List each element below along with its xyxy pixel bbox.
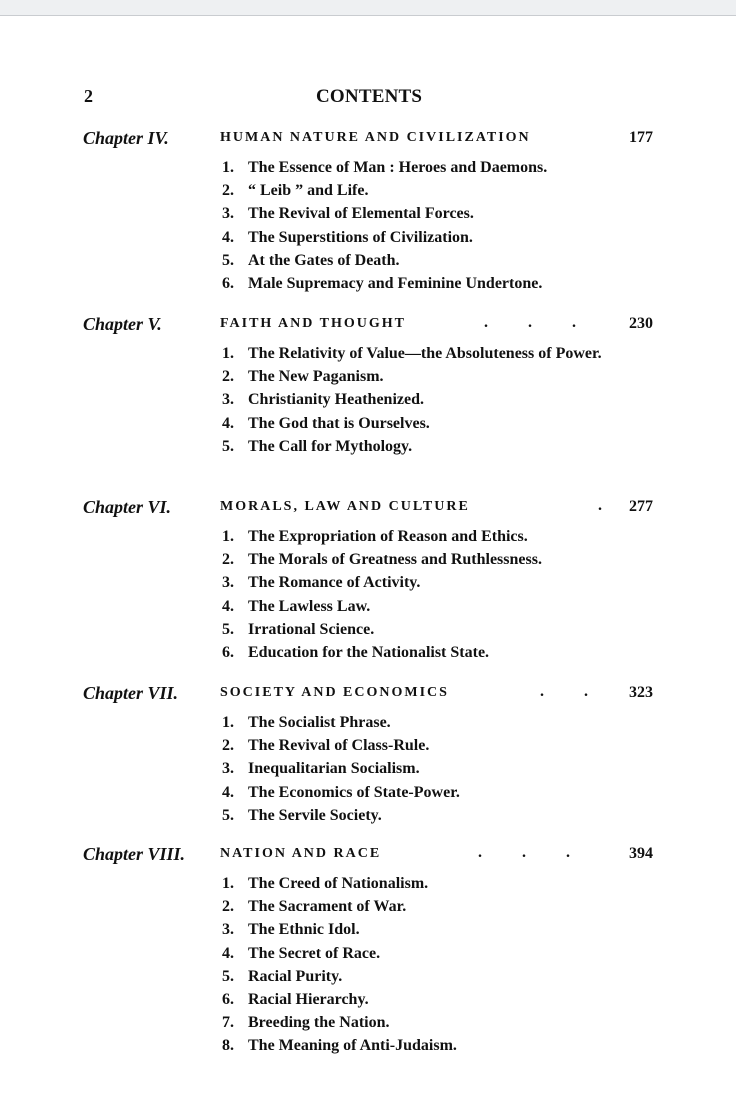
section-item: 5. Irrational Science. (222, 620, 375, 638)
dot-leader: . . . (478, 844, 570, 861)
section-item: 2. The New Paganism. (222, 368, 384, 386)
section-list (220, 525, 620, 664)
section-item: 5. The Servile Society. (222, 806, 382, 824)
chapter-page-number: 394 (629, 845, 653, 862)
chapter-page-number: 277 (629, 498, 653, 515)
section-list (220, 342, 620, 458)
section-item: 1. The Socialist Phrase. (222, 714, 391, 731)
chapter-page-number: 230 (629, 315, 653, 332)
chapter-page-number: 323 (629, 684, 653, 701)
section-item: 2. The Revival of Class-Rule. (222, 737, 430, 755)
chapter-label: Chapter VIII. (83, 844, 186, 864)
section-item: 1. The Relativity of Value—the Absoluteness of Power. (222, 345, 602, 362)
section-item: 1. The Essence of Man : Heroes and Daemons. (222, 159, 548, 176)
chapter-label: Chapter VII. (83, 683, 179, 703)
dot-leader: . . (540, 683, 588, 700)
section-item: 3. Christianity Heathenized. (222, 391, 424, 409)
section-item: 2. “ Leib ” and Life. (222, 182, 369, 200)
section-item: 1. The Expropriation of Reason and Ethics. (222, 528, 528, 545)
page-number: 2 (84, 86, 93, 106)
section-item: 5. Racial Purity. (222, 967, 343, 985)
section-list (220, 156, 620, 295)
dot-leader: . . . (484, 314, 576, 331)
dot-leader: . (598, 497, 602, 514)
chapter-title: NATION AND RACE (220, 846, 382, 861)
section-item: 5. The Call for Mythology. (222, 437, 413, 455)
section-item: 3. The Romance of Activity. (222, 574, 421, 592)
section-item: 4. The God that is Ourselves. (222, 414, 430, 432)
section-list (220, 872, 620, 1058)
section-item: 1. The Creed of Nationalism. (222, 875, 429, 892)
chapter-title: MORALS, LAW AND CULTURE (220, 499, 470, 514)
section-item: 4. The Lawless Law. (222, 597, 371, 615)
section-item: 6. Male Supremacy and Feminine Undertone. (222, 275, 543, 293)
section-item: 7. Breeding the Nation. (222, 1014, 390, 1032)
section-item: 6. Education for the Nationalist State. (222, 644, 490, 662)
section-item: 2. The Morals of Greatness and Ruthlessness. (222, 551, 542, 569)
chapter-page-number: 177 (629, 129, 653, 146)
chapter-title: SOCIETY AND ECONOMICS (220, 685, 449, 700)
section-item: 3. The Revival of Elemental Forces. (222, 205, 474, 223)
chapter-title: HUMAN NATURE AND CIVILIZATION (220, 130, 531, 145)
section-item: 3. The Ethnic Idol. (222, 921, 360, 939)
viewer-top-bar (0, 0, 736, 16)
section-item: 3. Inequalitarian Socialism. (222, 760, 420, 778)
chapter-title: FAITH AND THOUGHT (220, 316, 406, 331)
chapter-label: Chapter VI. (83, 497, 172, 517)
page-title: CONTENTS (316, 86, 423, 107)
chapter-label: Chapter IV. (83, 128, 169, 148)
section-item: 2. The Sacrament of War. (222, 898, 407, 916)
chapter-label: Chapter V. (83, 314, 162, 334)
section-item: 4. The Superstitions of Civilization. (222, 228, 473, 246)
section-list (220, 711, 620, 827)
section-item: 6. Racial Hierarchy. (222, 991, 369, 1009)
section-item: 4. The Economics of State-Power. (222, 783, 460, 801)
section-item: 5. At the Gates of Death. (222, 251, 400, 269)
section-item: 4. The Secret of Race. (222, 944, 381, 962)
section-item: 8. The Meaning of Anti-Judaism. (222, 1037, 457, 1055)
